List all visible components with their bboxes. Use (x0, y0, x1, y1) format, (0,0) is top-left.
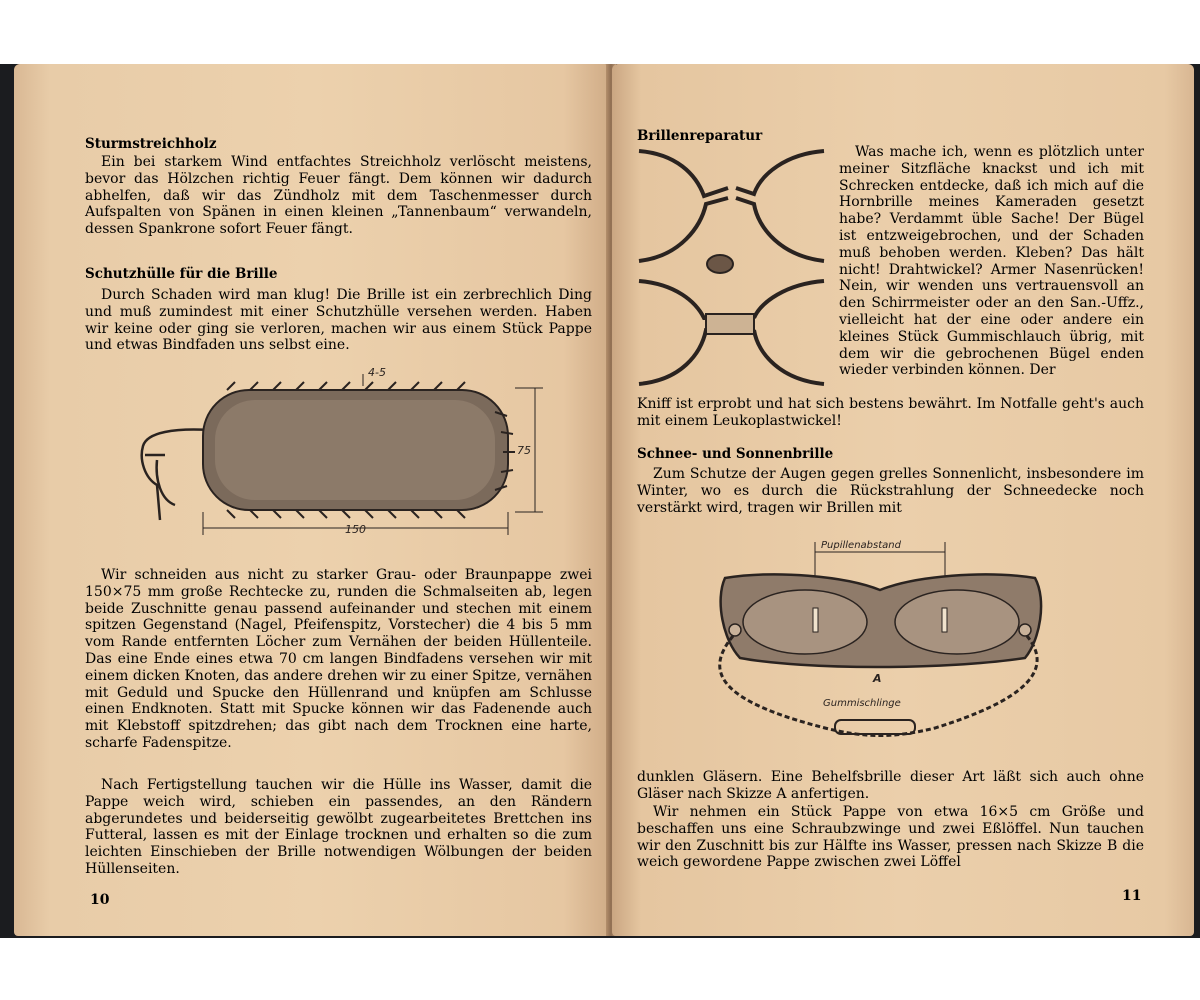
label-height: 75 (517, 444, 531, 457)
label-pupil-distance: Pupillenabstand (821, 540, 901, 551)
glasses-broken (639, 151, 824, 261)
rubber-tube (707, 255, 733, 273)
right-eyecup (895, 590, 1019, 654)
right-eye-slit (942, 608, 947, 632)
snow-goggles-figure (695, 530, 1075, 762)
paragraph-schutzhuelle-instructions: Wir schneiden aus nicht zu starker Grau- oder Braunpappe zwei 150×75 mm große Rechtecke zu, runden die Schmalseiten ab, legen beide Zuschnitte genau passend aufeinander und stechen mit einem spitzen Gegenstand (Nagel, Pfeifenspitz, Vorstecher) die 4 bis 5 mm vom Rande entfernten Löcher zum Vernähen der beiden Hüllenteile. Das eine Ende eines etwa 70 cm langen Bindfadens versehen wir mit einem dicken Knoten, das andere drehen wir zu einer Spitze, vernähen mit Geduld und Spucke den Hüllenrand und knüpfen am Schlusse einen Endknoten. Statt mit Spucke können wir das Fadenende auch mit Klebstoff spitzdrehen; das gibt nach dem Trocknen eine harte, scharfe Fadenspitze. (85, 567, 592, 751)
heading-sturmstreichholz: Sturmstreichholz (85, 136, 217, 152)
heading-brillenreparatur: Brillenreparatur (637, 128, 763, 144)
label-width: 150 (345, 523, 366, 536)
glasses-case-figure (135, 360, 555, 545)
paragraph-schnee-instructions: Wir nehmen ein Stück Pappe von etwa 16×5 cm Größe und beschaffen uns eine Schraubzwinge und zwei Eßlöffel. Nun tauchen wir den Zuschnitt bis zur Hälfte ins Wasser, pressen nach Skizze B die weich gewordene Pappe zwischen zwei Löffel (637, 804, 1144, 871)
glasses-outline (142, 430, 210, 520)
right-knot (1019, 624, 1031, 636)
heading-schnee-sonnenbrille: Schnee- und Sonnenbrille (637, 446, 834, 462)
paragraph-brillenreparatur-end: Kniff ist erprobt und hat sich bestens bewährt. Im Notfalle geht's auch mit einem Leukoplastwickel! (637, 396, 1144, 429)
label-rubber-loop: Gummischlinge (823, 698, 901, 709)
page-number-left: 10 (90, 892, 110, 908)
left-eyecup (743, 590, 867, 654)
label-sketch-a: A (873, 672, 882, 685)
paragraph-schnee-intro: Zum Schutze der Augen gegen grelles Sonnenlicht, insbesondere im Winter, wo es durch die Rückstrahlung der Schneedecke noch verstärkt wird, tragen wir Brillen mit (637, 466, 1144, 516)
paragraph-brillenreparatur: Was mache ich, wenn es plötzlich unter meiner Sitzfläche knackst und ich mit Schrecken entdecke, daß ich mich auf die Hornbrille meines Kameraden gesetzt habe? Verdammt üble Sache! Der Bügel ist entzweigebrochen, und der Schaden muß behoben werden. Kleben? Das hält nicht! Drahtwickel? Armer Nasenrücken! Nein, wir wenden uns vertrauensvoll an den Schirrmeister oder an den San.-Uffz., vielleicht hat der eine oder andere ein kleines Stück Gummischlauch übrig, mit dem wir die gebrochenen Bügel enden wieder verbinden können. Der (839, 144, 1144, 379)
heading-schutzhuelle: Schutzhülle für die Brille (85, 266, 278, 282)
left-knot (729, 624, 741, 636)
paragraph-schnee-continued: dunklen Gläsern. Eine Behelfsbrille dieser Art läßt sich auch ohne Gläser nach Skizze A anfertigen. (637, 769, 1144, 802)
paragraph-schutzhuelle-intro: Durch Schaden wird man klug! Die Brille ist ein zerbrechlich Ding und muß zumindest mit einer Schutzhülle versehen werden. Haben wir keine oder ging sie verloren, machen wir aus einem Stück Pappe und etwas Bindfaden uns selbst eine. (85, 287, 592, 354)
case-texture (215, 400, 495, 500)
page-number-right: 11 (1122, 888, 1142, 904)
label-spacing: 4-5 (368, 366, 386, 379)
left-eye-slit (813, 608, 818, 632)
rubber-sleeve (706, 314, 754, 334)
paragraph-sturmstreichholz: Ein bei starkem Wind entfachtes Streichholz verlöscht meistens, bevor das Hölzchen richtig Feuer fängt. Dem können wir dadurch abhelfen, daß wir das Zündholz mit dem Taschenmesser durch Aufspalten von Spänen in einen kleinen „Tannenbaum“ verwandeln, dessen Spankrone sofort Feuer fängt. (85, 154, 592, 238)
paragraph-schutzhuelle-finish: Nach Fertigstellung tauchen wir die Hülle ins Wasser, damit die Pappe weich wird, schieben ein passendes, an den Rändern abgerundetes und beiderseitig gewölbt zugearbeitetes Brettchen ins Futteral, lassen es mit der Einlage trocknen und erhalten so die zum leichten Einschieben der Brille notwendigen Wölbungen der beiden Hüllenseiten. (85, 777, 592, 877)
broken-glasses-figure (636, 146, 831, 391)
